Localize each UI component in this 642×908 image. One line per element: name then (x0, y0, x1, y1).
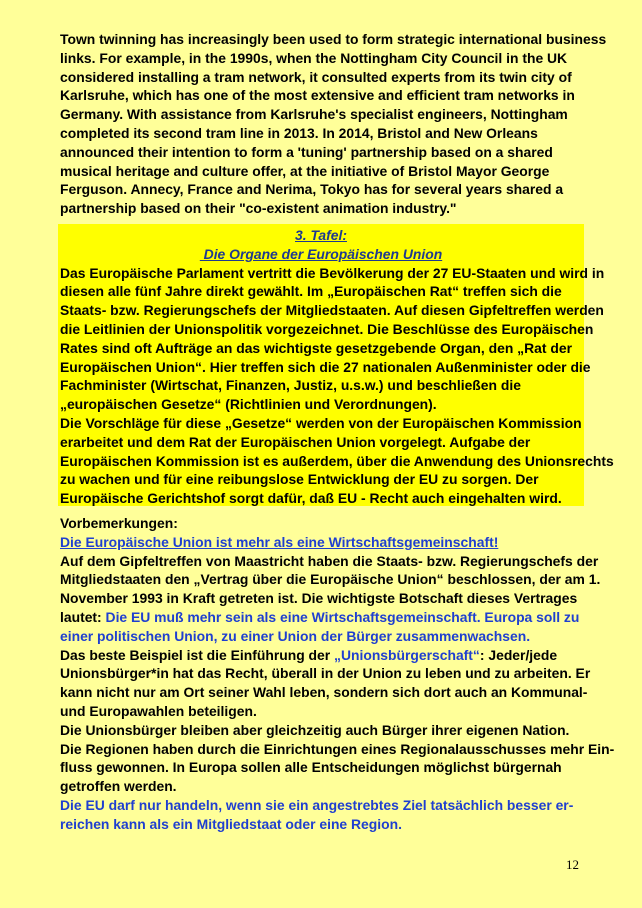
body-line: Mitgliedstaaten den „Vertrag über die Europäische Union“ beschlossen, der am 1. (60, 571, 601, 588)
tafel-line: diesen alle fünf Jahre direkt gewählt. Im „Europäischen Rat“ treffen sich die (60, 283, 562, 300)
tafel-line: Fachminister (Wirtschat, Finanzen, Justiz, u.s.w.) und beschließen die (60, 377, 521, 394)
tafel-line: Europäischen Union“. Hier treffen sich die 27 nationalen Außenminister oder die (60, 358, 591, 375)
body-line: Auf dem Gipfeltreffen von Maastricht haben die Staats- bzw. Regierungschefs der (60, 552, 599, 569)
tafel-line: Staats- bzw. Regierungschefs der Mitgliedstaaten. Auf diesen Gipfeltreffen werden (60, 302, 604, 319)
tafel-number: 3. Tafel: (295, 227, 347, 243)
tafel-line: Rates sind oft Aufträge an das wichtigste gesetzgebende Organ, den „Rat der (60, 339, 572, 356)
body-line: getroffen werden. (60, 778, 177, 795)
eu-title-link[interactable]: Die Europäische Union ist mehr als eine Wirtschaftsgemeinschaft! (60, 533, 499, 550)
highlighted-text: „Unionsbürgerschaft“ (334, 646, 480, 663)
intro-line: considered installing a tram network, it consulted experts from its twin city of (60, 68, 572, 85)
tafel-line: „europäischen Gesetze“ (Richtlinien und Verordnungen). (60, 396, 437, 413)
body-line: Die Regionen haben durch die Einrichtungen eines Regionalausschusses mehr Ein- (60, 740, 615, 757)
highlighted-text: Die EU muß mehr sein als eine Wirtschaftsgemeinschaft. Europa soll zu (105, 608, 580, 625)
highlighted-line: Die EU darf nur handeln, wenn sie ein angestrebtes Ziel tatsächlich besser er- (60, 796, 574, 813)
highlighted-line: reichen kann als ein Mitgliedstaat oder eine Region. (60, 815, 402, 832)
intro-line: Town twinning has increasingly been used to form strategic international business (60, 31, 607, 47)
body-line: November 1993 in Kraft getreten ist. Die wichtigste Botschaft dieses Vertrages (60, 590, 578, 607)
intro-line: Germany. With assistance from Karlsruhe's specialist engineers, Nottingham (60, 106, 568, 123)
tafel-line: erarbeitet und dem Rat der Europäischen Union vorgelegt. Aufgabe der (60, 433, 531, 450)
body-text: lautet: (60, 608, 106, 625)
intro-line: completed its second tram line in 2013. In 2014, Bristol and New Orleans (60, 124, 538, 141)
body-line: Unionsbürger*in hat das Recht, überall in der Union zu leben und zu arbeiten. Er (60, 665, 591, 682)
page-number: 12 (566, 857, 579, 872)
intro-line: musical heritage and culture offer, at the initiative of Bristol Mayor George (60, 162, 550, 179)
tafel-title: Die Organe der Europäischen Union (199, 245, 443, 262)
tafel-section (60, 226, 614, 508)
intro-line: links. For example, in the 1990s, when the Nottingham City Council in the UK (60, 49, 568, 66)
tafel-line: Europäischen Kommission ist es außerdem, über die Anwendung des Unionsrechts (60, 452, 614, 469)
tafel-line: zu wachen und für eine reibungslose Entwicklung der EU zu sorgen. Der (60, 471, 539, 488)
body-line: kann nicht nur am Ort seiner Wahl leben, sondern sich dort auch an Kommunal- (60, 684, 588, 701)
vorbemerkungen-section (60, 514, 615, 834)
vorbemerkungen-label: Vorbemerkungen: (60, 515, 178, 531)
intro-paragraph (60, 30, 607, 218)
tafel-line: Das Europäische Parlament vertritt die Bevölkerung der 27 EU-Staaten und wird in (60, 264, 605, 281)
body-line: fluss gewonnen. In Europa sollen alle Entscheidungen möglichst bürgernah (60, 759, 562, 776)
body-text: : Jeder/jede (479, 646, 558, 663)
body-line: und Europawahlen beteiligen. (60, 702, 257, 719)
body-line (60, 646, 582, 665)
tafel-line: die Leitlinien der Unionspolitik vorgezeichnet. Die Beschlüsse des Europäischen (60, 320, 594, 337)
intro-line: Ferguson. Annecy, France and Nerima, Tokyo has for several years shared a (60, 181, 564, 198)
tafel-line: Die Vorschläge für diese „Gesetze“ werden von der Europäischen Kommission (60, 414, 582, 431)
tafel-line: Europäische Gerichtshof sorgt dafür, daß EU - Recht auch eingehalten wird. (60, 490, 562, 507)
intro-line: Karlsruhe, which has one of the most extensive and efficient tram networks in (60, 87, 575, 104)
body-text: Das beste Beispiel ist die Einführung der (60, 646, 335, 663)
intro-line: partnership based on their "co-existent animation industry." (60, 200, 457, 217)
body-line (60, 608, 582, 627)
body-line: Die Unionsbürger bleiben aber gleichzeitig auch Bürger ihrer eigenen Nation. (60, 721, 570, 738)
highlighted-line: einer politischen Union, zu einer Union der Bürger zusammenwachsen. (60, 627, 531, 644)
intro-line: announced their intention to form a 'tuning' partnership based on a shared (60, 143, 553, 160)
